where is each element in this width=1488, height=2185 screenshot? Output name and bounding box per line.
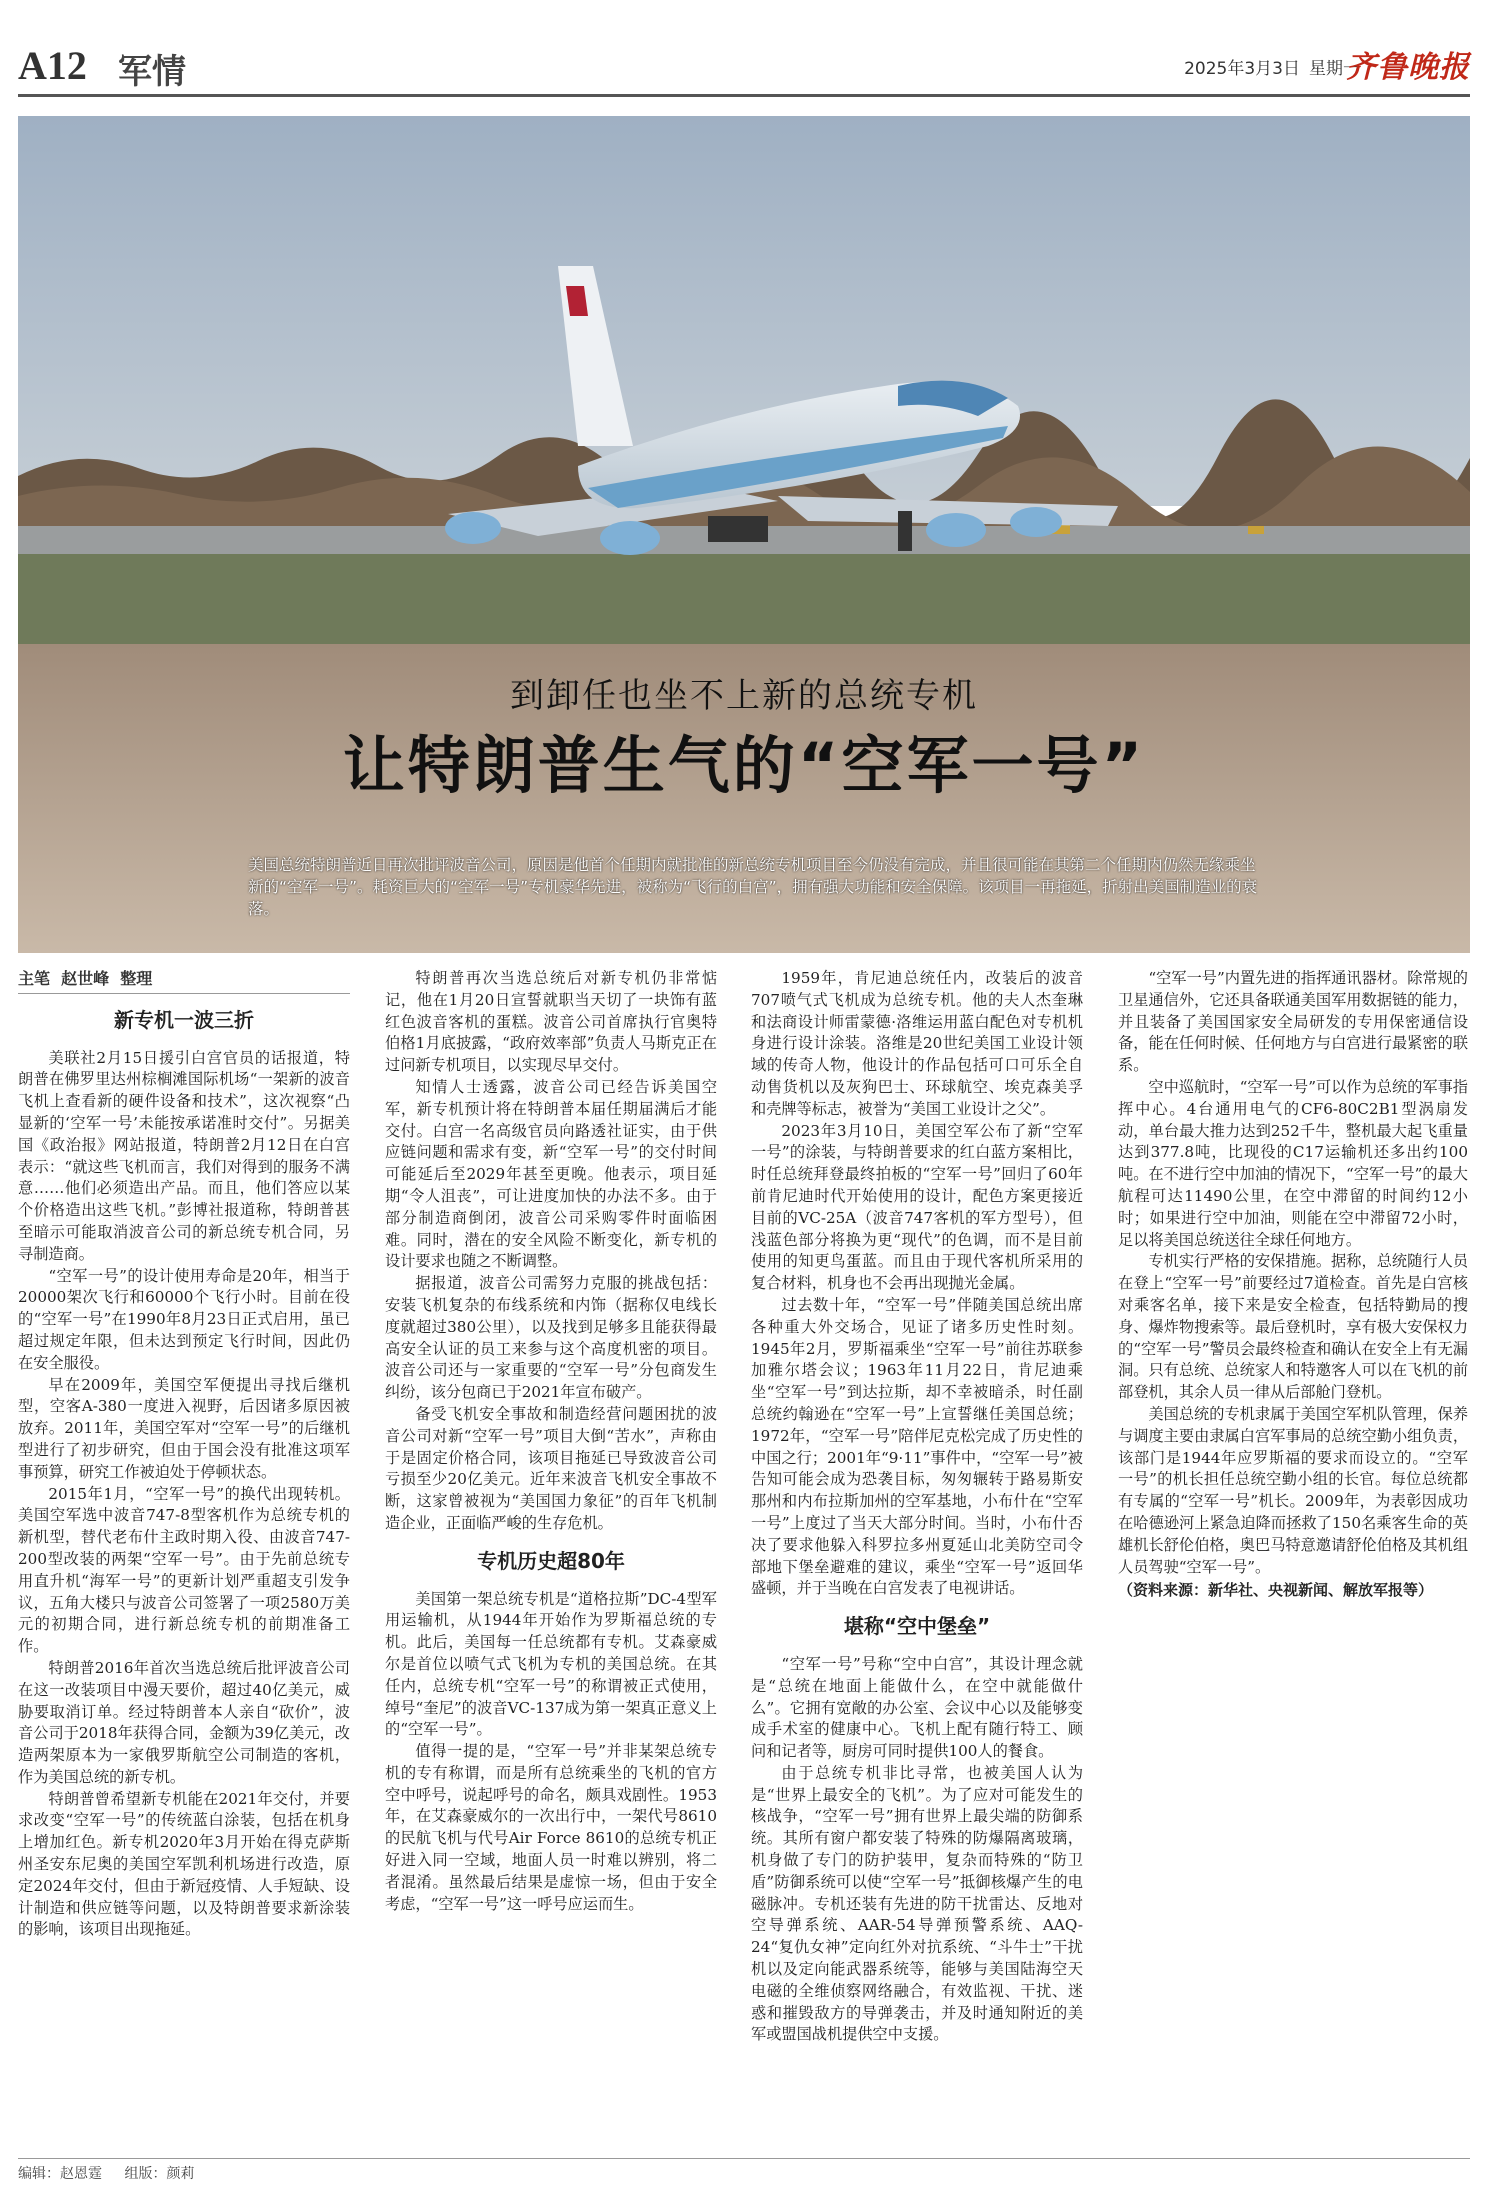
- paragraph: 由于总统专机非比寻常，也被美国人认为是“世界上最安全的飞机”。为了应对可能发生的核战争，“空军一号”拥有世界上最尖端的防御系统。其所有窗户都安装了特殊的防爆隔离玻璃，机身做了专门的防护装甲，复杂而特殊的“防卫盾”防御系统可以使“空军一号”抵御核爆产生的电磁脉冲。专机还装有先进的防干扰雷达、反地对空导弹系统、AAR-54导弹预警系统、AAQ-24“复仇女神”定向红外对抗系统、“斗牛士”干扰机以及定向能武器系统等，能够与美国陆海空天电磁的全维侦察网络融合，有效监视、干扰、迷惑和摧毁敌方的导弹袭击，并及时通知附近的美军或盟国战机提供空中支援。: [751, 1763, 1083, 2044]
- article-headline: 让特朗普生气的“空军一号”: [342, 729, 1146, 802]
- designer-credit: 组版：颜莉: [124, 2166, 195, 2182]
- paragraph: 备受飞机安全事故和制造经营问题困扰的波音公司对新“空军一号”项目大倒“苦水”，声称由于是固定价格合同，该项目拖延已导致波音公司亏损至少20亿美元。近年来波音飞机安全事故不断，这家曾被视为“美国国力象征”的百年飞机制造企业，正面临严峻的生存危机。: [385, 1404, 717, 1532]
- byline: 主笔 赵世峰 整理: [18, 968, 350, 994]
- paragraph: 特朗普2016年首次当选总统后批评波音公司在这一改装项目中漫天要价，超过40亿美元，威胁要取消订单。经过特朗普本人亲自“砍价”，波音公司于2018年获得合同，金额为39亿美元，改造两架原本为一家俄罗斯航空公司制造的客机，作为美国总统的新专机。: [18, 1658, 350, 1786]
- paragraph: 据报道，波音公司需努力克服的挑战包括：安装飞机复杂的布线系统和内饰（据称仅电线长度就超过380公里），以及找到足够多且能获得最高安全认证的员工来参与这个高度机密的项目。波音公司还与一家重要的“空军一号”分包商发生纠纷，该分包商已于2021年宣布破产。: [385, 1274, 717, 1402]
- masthead-logo: 齐鲁晚报: [1346, 50, 1470, 85]
- issue-weekday: 星期一: [1309, 59, 1360, 79]
- airplane-photo: [18, 116, 1470, 953]
- paragraph: “空军一号”的设计使用寿命是20年，相当于20000架次飞行和60000个飞行小时。目前在役的“空军一号”在1990年8月23日正式启用，虽已超过规定年限，但未达到预定飞行时间，因此仍在安全服役。: [18, 1266, 350, 1372]
- page-number: A12: [18, 43, 87, 88]
- paragraph: 早在2009年，美国空军便提出寻找后继机型，空客A-380一度进入视野，后因诸多原因被放弃。2011年，美国空军对“空军一号”的后继机型进行了初步研究，但由于国会没有批准这项军事预算，研究工作被迫处于停顿状态。: [18, 1375, 350, 1481]
- article-column-4: [1118, 968, 1468, 1602]
- footer-divider: [18, 2158, 1470, 2159]
- paragraph: 2015年1月，“空军一号”的换代出现转机。美国空军选中波音747-8型客机作为总统专机的新机型，替代老布什主政时期入役、由波音747-200型改装的两架“空军一号”。由于先前总统专用直升机“海军一号”的更新计划严重超支引发争议，五角大楼只与波音公司签署了一项2580万美元的初期合同，进行新总统专机的前期准备工作。: [18, 1484, 350, 1656]
- paragraph: 美国总统的专机隶属于美国空军机队管理，保养与调度主要由隶属白宫军事局的总统空勤小组负责，该部门是1944年应罗斯福的要求而设立的。“空军一号”的机长担任总统空勤小组的长官。每位总统都有专属的“空军一号”机长。2009年，为表彰因成功在哈德逊河上紧急迫降而拯救了150名乘客生命的英雄机长舒伦伯格，奥巴马特意邀请舒伦伯格及其机组人员驾驶“空军一号”。: [1118, 1404, 1468, 1576]
- paragraph: 1959年，肯尼迪总统任内，改装后的波音707喷气式飞机成为总统专机。他的夫人杰奎琳和法商设计师雷蒙德·洛维运用蓝白配色对专机机身进行设计涂装。洛维是20世纪美国工业设计领域的传奇人物，他设计的作品包括可口可乐全自动售货机以及灰狗巴士、环球航空、埃克森美孚和壳牌等标志，被誉为“美国工业设计之父”。: [751, 969, 1083, 1118]
- section-name: 军情: [118, 52, 186, 92]
- paragraph: 知情人士透露，波音公司已经告诉美国空军，新专机预计将在特朗普本届任期届满后才能交付。白宫一名高级官员向路透社证实，由于供应链问题和需求有变，新“空军一号”的交付时间可能延后至2029年甚至更晚。他表示，项目延期“令人沮丧”，可让进度加快的办法不多。由于部分制造商倒闭，波音公司采购零件时面临困难。同时，潜在的安全风险不断变化，新专机的设计要求也随之不断调整。: [385, 1077, 717, 1271]
- article-subtitle: 到卸任也坐不上新的总统专机: [510, 676, 978, 716]
- hero-photo: [18, 116, 1470, 953]
- paragraph: 特朗普再次当选总统后对新专机仍非常惦记，他在1月20日宣誓就职当天切了一块饰有蓝红色波音客机的蛋糕。波音公司首席执行官奥特伯格1月底披露，“政府效率部”负责人马斯克正在过问新专机项目，以实现尽早交付。: [385, 969, 717, 1075]
- paragraph: 美国第一架总统专机是“道格拉斯”DC-4型军用运输机，从1944年开始作为罗斯福总统的专机。此后，美国每一任总统都有专机。艾森豪威尔是首位以喷气式飞机为专机的美国总统。在其任内，总统专机“空军一号”的称谓被正式使用，绰号“奎尼”的波音VC-137成为第一架真正意义上的“空军一号”。: [385, 1589, 717, 1739]
- paragraph: 专机实行严格的安保措施。据称，总统随行人员在登上“空军一号”前要经过7道检查。首先是白宫核对乘客名单，接下来是安全检查，包括特勤局的搜身、爆炸物搜索等。最后登机时，享有极大安保权力的“空军一号”警员会最终检查和确认在安全上有无漏洞。只有总统、总统家人和特邀客人可以在飞机的前部登机，其余人员一律从后部舱门登机。: [1118, 1252, 1468, 1402]
- article-lead: 美国总统特朗普近日再次批评波音公司，原因是他首个任期内就批准的新总统专机项目至今仍没有完成，并且很可能在其第二个任期内仍然无缘乘坐新的“空军一号”。耗资巨大的“空军一号”专机豪华先进，被称为“飞行的白宫”，拥有强大功能和安全保障。该项目一再拖延，折射出美国制造业的衰落。: [248, 856, 1258, 918]
- paragraph: 过去数十年，“空军一号”伴随美国总统出席各种重大外交场合，见证了诸多历史性时刻。1945年2月，罗斯福乘坐“空军一号”前往苏联参加雅尔塔会议；1963年11月22日，肯尼迪乘坐“空军一号”到达拉斯，却不幸被暗杀，时任副总统约翰逊在“空军一号”上宣誓继任美国总统；1972年，“空军一号”陪伴尼克松完成了历史性的中国之行；2001年“9·11”事件中，“空军一号”被告知可能会成为恐袭目标，匆匆辗转于路易斯安那州和内布拉斯加州的空军基地，小布什在“空军一号”上度过了当天大部分时间。当时，小布什否决了要求他躲入科罗拉多州夏延山北美防空司令部地下堡垒避难的建议，乘坐“空军一号”返回华盛顿，并于当晚在白宫发表了电视讲话。: [751, 1295, 1083, 1598]
- article-column-3: [751, 968, 1083, 2046]
- section-heading-1: 新专机一波三折: [114, 1007, 254, 1032]
- paragraph: “空军一号”内置先进的指挥通讯器材。除常规的卫星通信外，它还具备联通美国军用数据链的能力，并且装备了美国国家安全局研发的专用保密通信设备，能在任何时候、任何地方与白宫进行最紧密的联系。: [1118, 969, 1468, 1075]
- section-heading-2: 专机历史超80年: [477, 1548, 625, 1573]
- section-heading-3: 堪称“空中堡垒”: [843, 1614, 991, 1639]
- paragraph: “空军一号”号称“空中白宫”，其设计理念就是“总统在地面上能做什么，在空中就能做什么”。它拥有宽敞的办公室、会议中心以及能够变成手术室的健康中心。飞机上配有随行特工、顾问和记者等，厨房可同时提供100人的餐食。: [751, 1654, 1083, 1761]
- header-divider: [18, 94, 1470, 97]
- paragraph: 空中巡航时，“空军一号”可以作为总统的军事指挥中心。4台通用电气的CF6-80C2B1型涡扇发动，单台最大推力达到252千牛，整机最大起飞重量达到377.8吨，比现役的C17运输机还多出约100吨。在不进行空中加油的情况下，“空军一号”的最大航程可达11490公里，在空中滞留的时间约12小时；如果进行空中加油，则能在空中滞留72小时，足以将美国总统送往全球任何地方。: [1118, 1077, 1468, 1249]
- paragraph: 美联社2月15日援引白宫官员的话报道，特朗普在佛罗里达州棕榈滩国际机场“一架新的波音飞机上查看新的硬件设备和技术”，这次视察“凸显新的‘空军一号’未能按承诺准时交付”。另据美国《政治报》网站报道，特朗普2月12日在白宫表示：“就这些飞机而言，我们对得到的服务不满意……他们必须造出产品。而且，他们答应以某个价格造出这些飞机。”彭博社报道称，特朗普甚至暗示可能取消波音公司的新总统专机合同，另寻制造商。: [18, 1048, 350, 1263]
- page-footer: [18, 2163, 212, 2183]
- page-header: [18, 42, 1470, 90]
- editor-credit: 编辑：赵恩霆: [18, 2166, 102, 2182]
- article-column-1: [18, 968, 350, 1941]
- issue-date: 2025年3月3日: [1184, 59, 1300, 79]
- paragraph: 值得一提的是，“空军一号”并非某架总统专机的专有称谓，而是所有总统乘坐的飞机的官方空中呼号，说起呼号的命名，颇具戏剧性。1953年，在艾森豪威尔的一次出行中，一架代号8610的民航飞机与代号Air Force 8610的总统专机正好进入同一空域，地面人员一时难以辨别，将二者混淆。虽然最后结果是虚惊一场，但由于安全考虑，“空军一号”这一呼号应运而生。: [385, 1742, 717, 1913]
- paragraph: 2023年3月10日，美国空军公布了新“空军一号”的涂装，与特朗普要求的红白蓝方案相比，时任总统拜登最终拍板的“空军一号”回归了60年前肯尼迪时代开始使用的设计，配色方案更接近目前的VC-25A（波音747客机的军方型号），但浅蓝色部分将换为更“现代”的色调，而不是目前使用的知更鸟蛋蓝。而且由于现代客机所采用的复合材料，机身也不会再出现抛光金属。: [751, 1121, 1083, 1293]
- article-column-2: [385, 968, 717, 1915]
- source-note: （资料来源：新华社、央视新闻、解放军报等）: [1118, 1581, 1434, 1600]
- paragraph: 特朗普曾希望新专机能在2021年交付，并要求改变“空军一号”的传统蓝白涂装，包括在机身上增加红色。新专机2020年3月开始在得克萨斯州圣安东尼奥的美国空军凯利机场进行改造，原定2024年交付，但由于新冠疫情、人手短缺、设计制造和供应链等问题，以及特朗普要求新涂装的影响，该项目出现拖延。: [18, 1789, 350, 1939]
